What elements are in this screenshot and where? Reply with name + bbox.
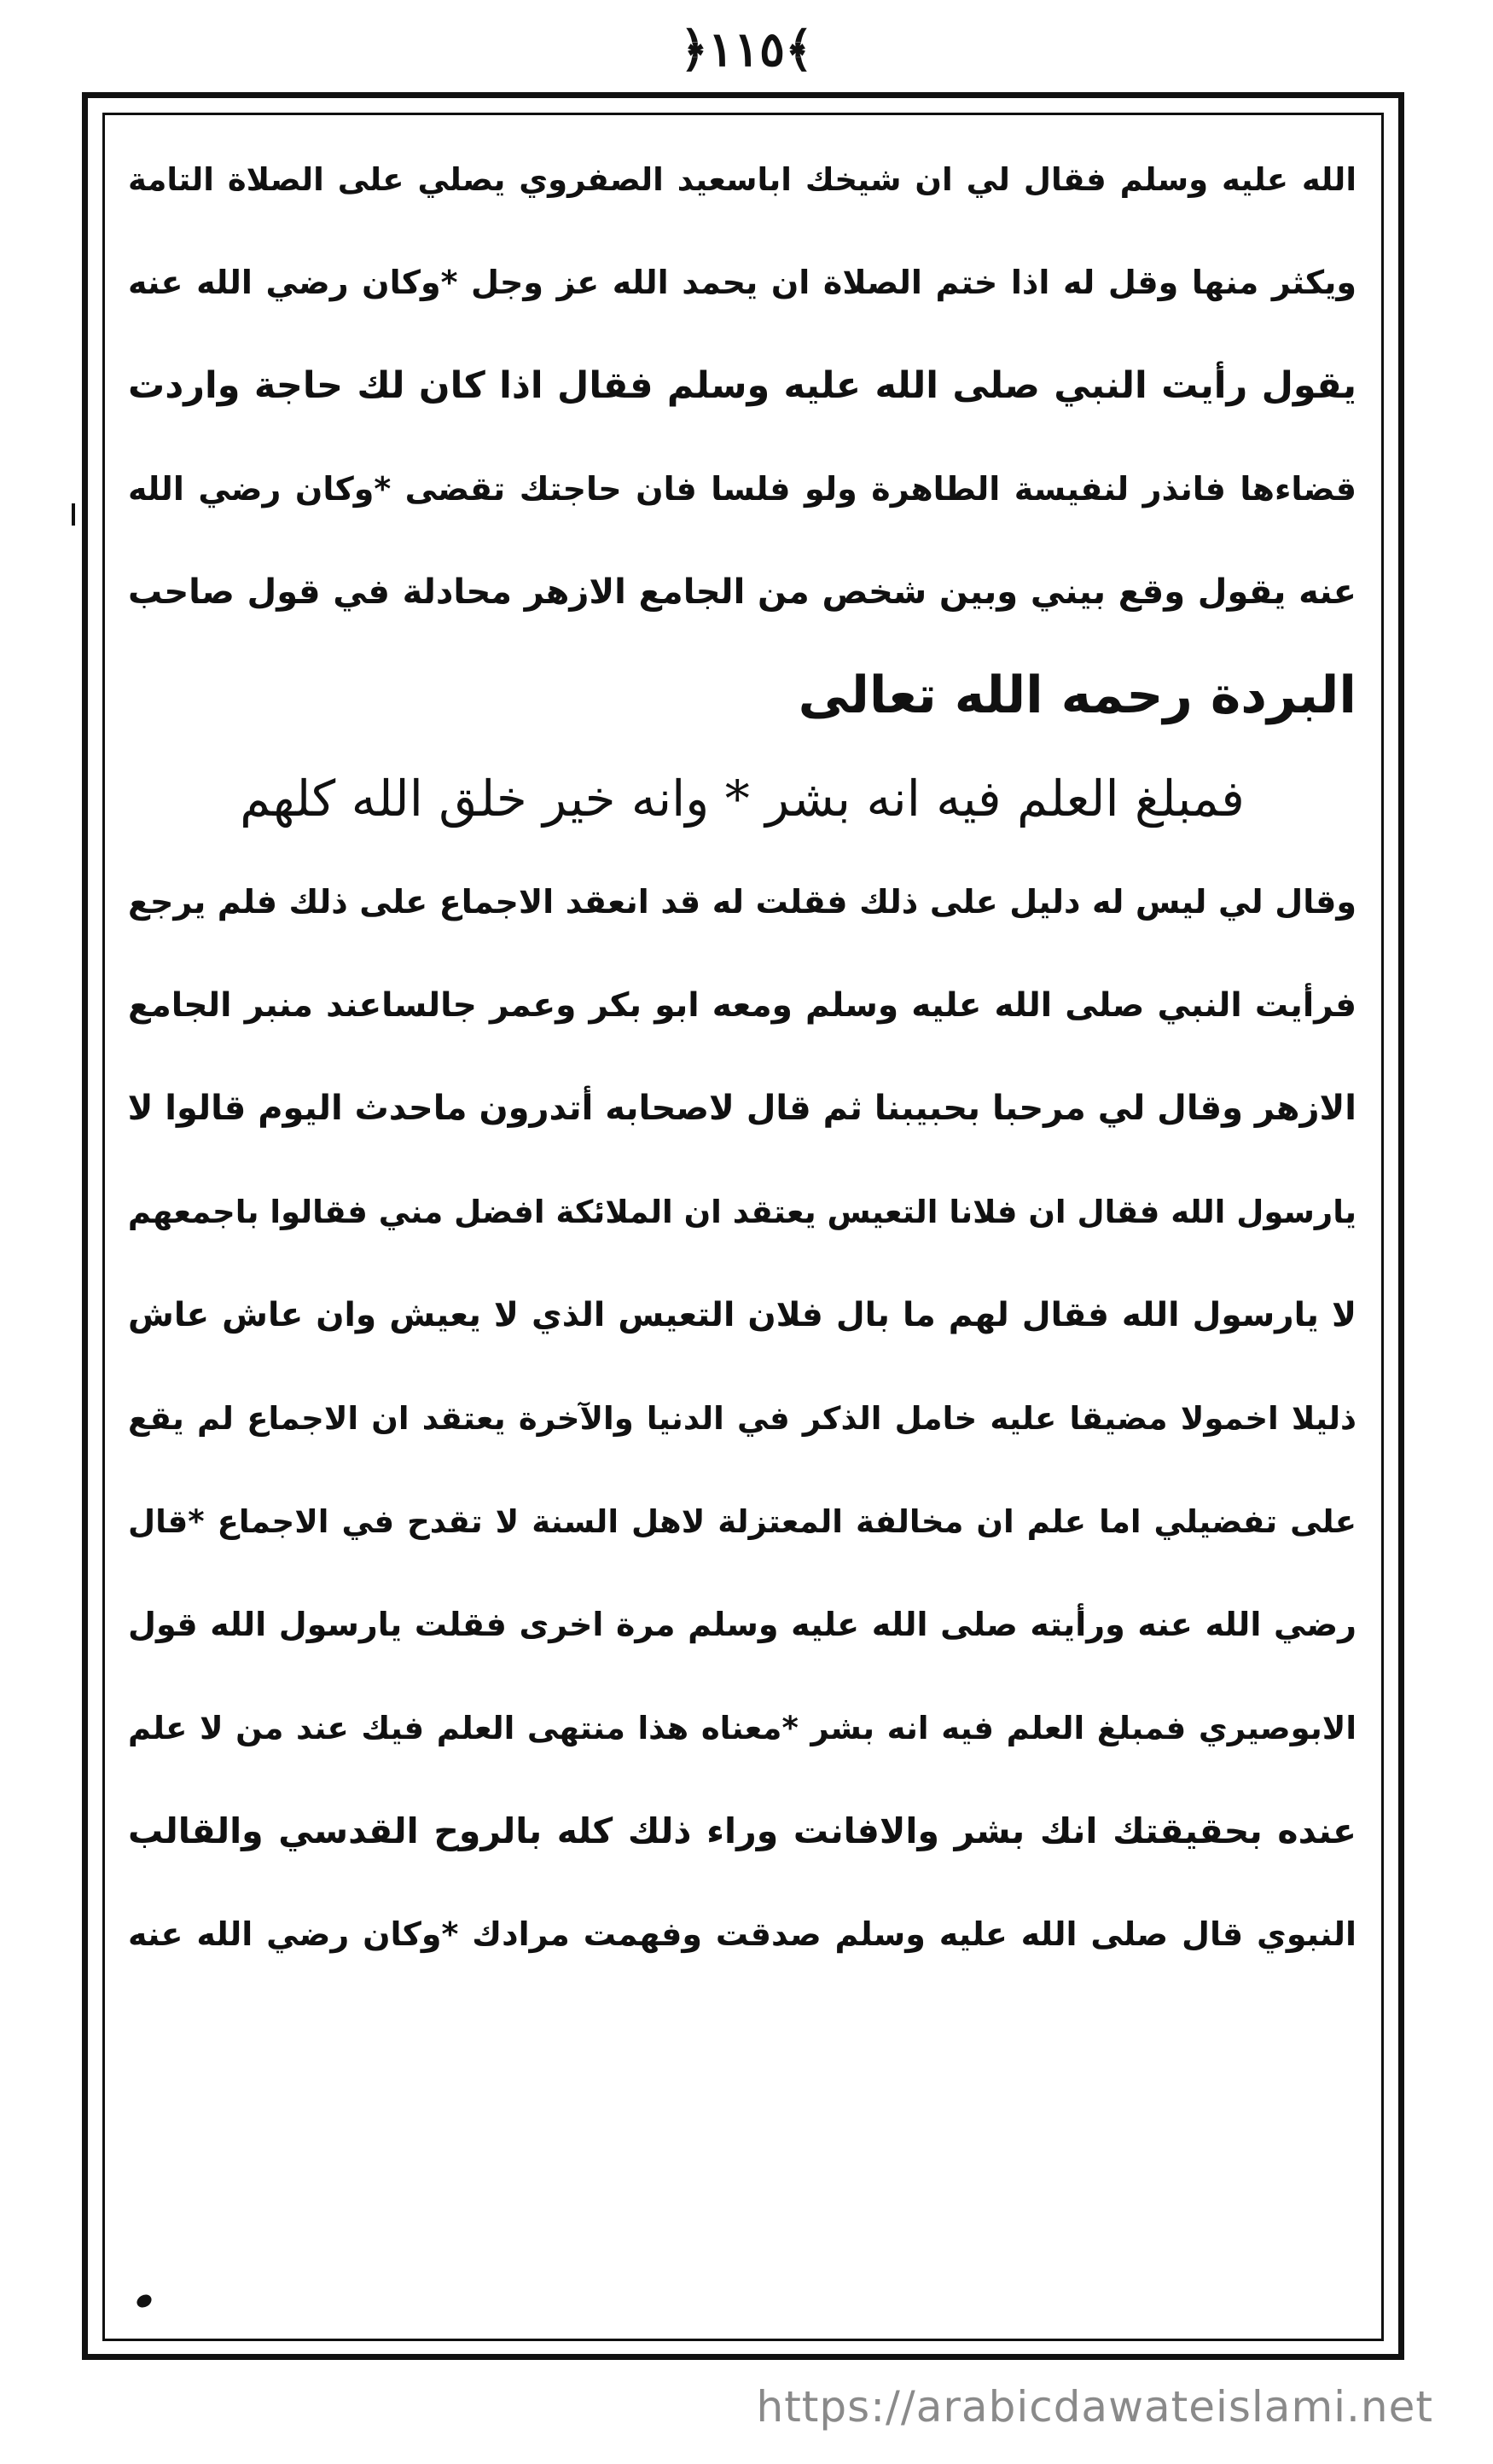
poetry-verse: فمبلغ العلم فيه انه بشر * وانه خير خلق الله كلهم <box>240 770 1245 828</box>
text-line: البردة رحمه الله تعالى <box>798 665 1356 725</box>
text-body <box>128 128 1356 1986</box>
text-line: عنه يقول وقع بيني وبين شخص من الجامع الازهر محادلة في قول صاحب <box>128 572 1356 612</box>
text-line: فرأيت النبي صلى الله عليه وسلم ومعه ابو بكر وعمر جالساعند منبر الجامع <box>128 986 1356 1025</box>
text-line: يارسول الله فقال ان فلانا التعيس يعتقد ان الملائكة افضل مني فقالوا باجمعهم <box>127 1194 1356 1230</box>
watermark-url: https://arabicdawateislami.net <box>756 2382 1433 2432</box>
text-line: يقول رأيت النبي صلى الله عليه وسلم فقال اذا كان لك حاجة واردت <box>128 364 1356 407</box>
text-line: الابوصيري فمبلغ العلم فيه انه بشر *معناه هذا منتهى العلم فيك عند من لا علم <box>128 1710 1356 1746</box>
page-number: ﴿١١٥﴾ <box>680 21 813 78</box>
text-line: لا يارسول الله فقال لهم ما بال فلان التعيس الذي لا يعيش وان عاش عاش <box>128 1296 1356 1334</box>
text-line: على تفضيلي اما علم ان مخالفة المعتزلة لاهل السنة لا تقدح في الاجماع *قال <box>128 1503 1356 1540</box>
text-line: الله عليه وسلم فقال لي ان شيخك اباسعيد الصفروي يصلي على الصلاة التامة <box>128 161 1356 198</box>
text-line: وقال لي ليس له دليل على ذلك فقلت له قد انعقد الاجماع على ذلك فلم يرجع <box>128 883 1356 921</box>
text-line: قضاءها فانذر لنفيسة الطاهرة ولو فلسا فان حاجتك تقضى *وكان رضي الله <box>128 470 1356 508</box>
text-line: رضي الله عنه ورأيته صلى الله عليه وسلم مرة اخرى فقلت يارسول الله قول <box>128 1606 1356 1643</box>
text-line: ويكثر منها وقل له اذا ختم الصلاة ان يحمد الله عز وجل *وكان رضي الله عنه <box>128 264 1356 301</box>
text-line: الازهر وقال لي مرحبا بحبيبنا ثم قال لاصحابه أتدرون ماحدث اليوم قالوا لا <box>127 1089 1356 1128</box>
text-line: ذليلا اخمولا مضيقا عليه خامل الذكر في الدنيا والآخرة يعتقد ان الاجماع لم يقع <box>128 1400 1356 1437</box>
text-line: عنده بحقيقتك انك بشر والافانت وراء ذلك كله بالروح القدسي والقالب <box>128 1810 1356 1851</box>
margin-mark <box>72 503 75 526</box>
text-line: النبوي قال صلى الله عليه وسلم صدقت وفهمت مرادك *وكان رضي الله عنه <box>128 1915 1356 1953</box>
